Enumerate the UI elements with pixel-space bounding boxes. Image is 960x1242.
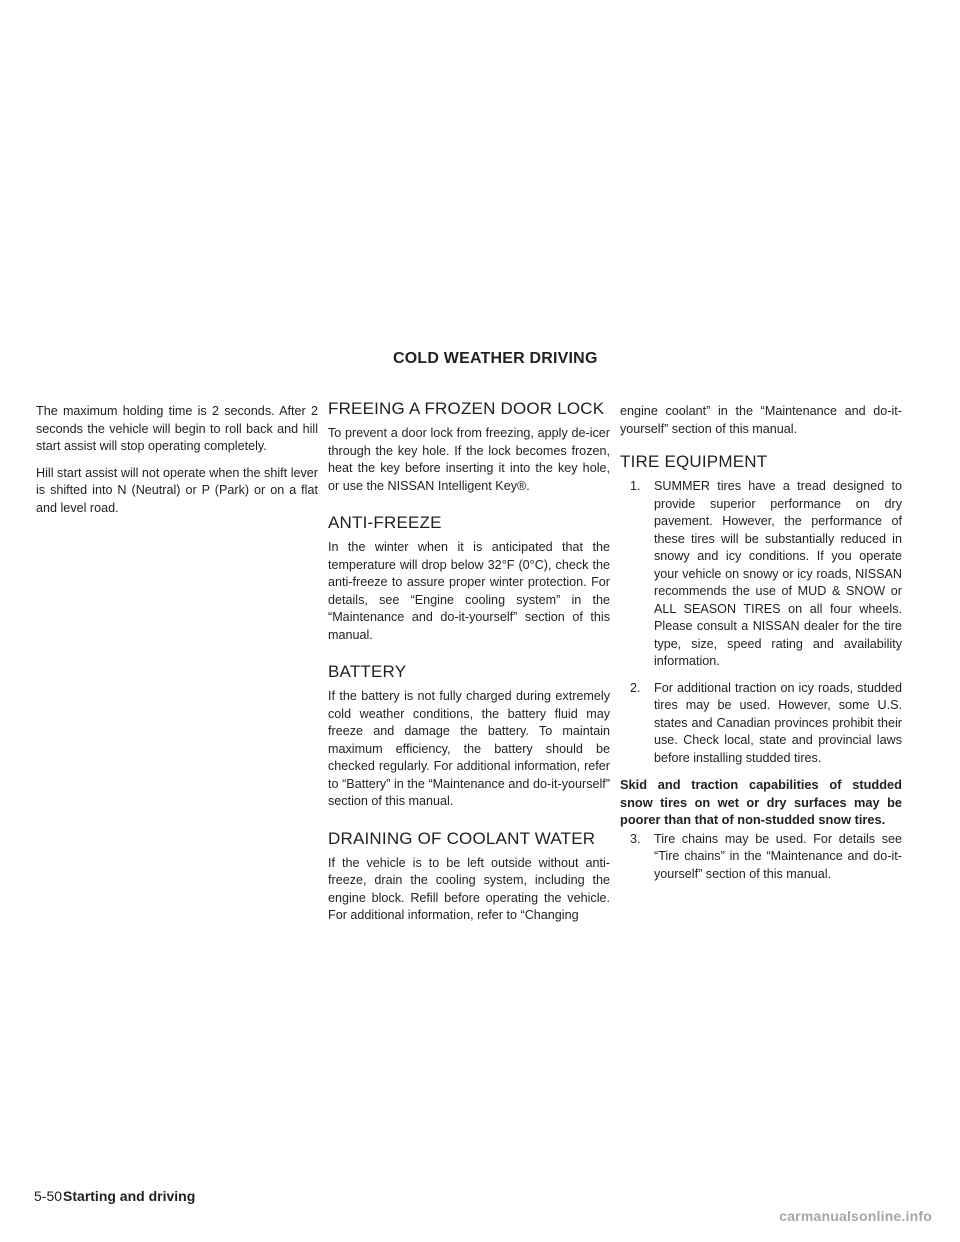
list-item-number: 2.: [630, 680, 641, 695]
list-item-number: 3.: [630, 831, 641, 846]
list-item-text: SUMMER tires have a tread designed to provide superior performance on dry pavement. However, the performance of these tires will be substantially reduced in snowy and icy conditions. If you operate your vehicle on snowy or icy roads, NISSAN recommends the use of MUD & SNOW or ALL SEASON TIRES on all four wheels. Please consult a NISSAN dealer for the tire type, size, speed rating and availability information.: [654, 479, 902, 668]
heading-battery: BATTERY: [328, 662, 407, 681]
paragraph-battery: If the battery is not fully charged during extremely cold weather conditions, the battery fluid may freeze and damage the battery. To maintain maximum efficiency, the battery should be checked regularly. For additional information, refer to “Battery” in the “Maintenance and do-it-yourself” section of this manual.: [328, 689, 610, 808]
list-item: [620, 478, 902, 671]
list-item-text: For additional traction on icy roads, studded tires may be used. However, some U.S. states and Canadian provinces prohibit their use. Check local, state and provincial laws before installing studded tires.: [654, 680, 902, 765]
heading-draining-coolant: DRAINING OF COOLANT WATER: [328, 828, 596, 848]
chapter-name: Starting and driving: [63, 1188, 196, 1204]
list-item-text: Tire chains may be used. For details see “Tire chains” in the “Maintenance and do-it-yourself” section of this manual.: [654, 831, 902, 881]
heading-tire-equipment: TIRE EQUIPMENT: [620, 452, 768, 471]
page-number: 5-50: [34, 1188, 63, 1204]
heading-freeing-door-lock: FREEING A FROZEN DOOR LOCK: [328, 399, 605, 418]
paragraph-draining-coolant: If the vehicle is to be left outside without anti-freeze, drain the cooling system, including the engine block. Refill before operating the vehicle. For additional information, refer to “Changing: [328, 855, 610, 922]
column-3: [620, 403, 902, 892]
tire-list-continued: [620, 831, 902, 884]
heading-anti-freeze: ANTI-FREEZE: [328, 513, 442, 532]
column-1: [36, 403, 318, 526]
section-title: COLD WEATHER DRIVING: [393, 350, 598, 367]
tire-list: [620, 478, 902, 767]
list-item-number: 1.: [630, 479, 641, 493]
paragraph-coolant-continuation: engine coolant” in the “Maintenance and do-it-yourself” section of this manual.: [620, 404, 902, 436]
studded-tire-warning: Skid and traction capabilities of studded snow tires on wet or dry surfaces may be poorer than that of non-studded snow tires.: [620, 777, 902, 827]
paragraph-hill-start: Hill start assist will not operate when the shift lever is shifted into N (Neutral) or P (Park) or on a flat and level road.: [36, 465, 318, 515]
column-2: [328, 399, 610, 934]
list-item: [620, 680, 902, 768]
list-item: [620, 831, 902, 884]
page-footer: [34, 1188, 195, 1204]
paragraph-holding-time: The maximum holding time is 2 seconds. After 2 seconds the vehicle will begin to roll back and hill start assist will stop operating completely.: [36, 404, 318, 453]
paragraph-freeing-door-lock: To prevent a door lock from freezing, apply de-icer through the key hole. If the lock becomes frozen, heat the key before inserting it into the key hole, or use the NISSAN Intelligent Key®.: [328, 426, 610, 493]
paragraph-anti-freeze: In the winter when it is anticipated that the temperature will drop below 32°F (0°C), check the anti-freeze to assure proper winter protection. For details, see “Engine cooling system” in the “Maintenance and do-it-yourself” section of this manual.: [328, 540, 610, 642]
watermark: carmanualsonline.info: [779, 1208, 932, 1224]
